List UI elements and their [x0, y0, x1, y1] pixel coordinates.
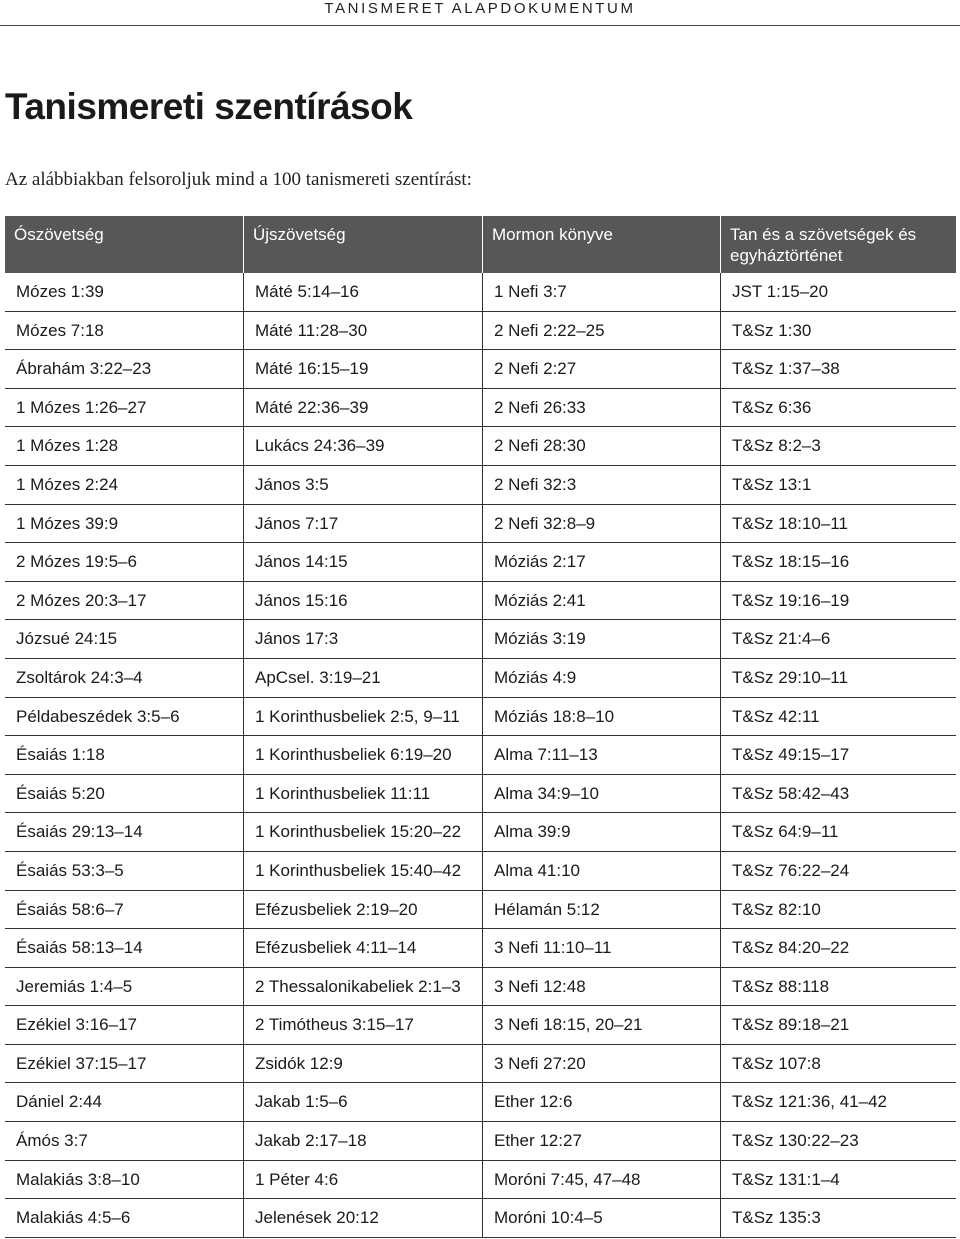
old-testament-cell: Dániel 2:44: [16, 1092, 103, 1112]
old-testament-cell: Mózes 1:39: [16, 282, 104, 301]
doctrine-covenants-cell: T&Sz 1:30: [720, 312, 956, 350]
old-testament-cell: 1 Mózes 1:26–27: [16, 397, 147, 417]
table-row: [5, 1083, 956, 1122]
table-row: [5, 620, 956, 659]
doctrine-covenants-cell: T&Sz 18:10–11: [720, 505, 956, 543]
old-testament-cell: Malakiás 4:5–6: [16, 1208, 131, 1228]
doctrine-covenants-cell: T&Sz 89:18–21: [720, 1006, 956, 1044]
doctrine-covenants-cell: T&Sz 84:20–22: [720, 929, 956, 967]
new-testament-cell: Jakab 1:5–6: [243, 1083, 482, 1121]
book-of-mormon-cell: Alma 34:9–10: [482, 775, 720, 813]
table-row: [5, 929, 956, 968]
book-of-mormon-cell: Móziás 2:41: [482, 582, 720, 620]
book-of-mormon-cell: Alma 7:11–13: [482, 736, 720, 774]
book-of-mormon-cell: Hélamán 5:12: [482, 891, 720, 929]
doctrine-covenants-cell: T&Sz 88:118: [720, 968, 956, 1006]
table-row: [5, 582, 956, 621]
new-testament-cell: János 3:5: [243, 466, 482, 504]
table-row: [5, 813, 956, 852]
old-testament-cell: Ámós 3:7: [16, 1131, 88, 1151]
new-testament-cell: Efézusbeliek 2:19–20: [243, 891, 482, 929]
doctrine-covenants-cell: T&Sz 135:3: [720, 1199, 956, 1237]
old-testament-cell: Példabeszédek 3:5–6: [16, 706, 180, 726]
old-testament-cell: Józsué 24:15: [16, 629, 118, 649]
doctrine-covenants-cell: T&Sz 130:22–23: [720, 1122, 956, 1160]
doctrine-covenants-cell: T&Sz 82:10: [720, 891, 956, 929]
old-testament-cell: 1 Mózes 2:24: [16, 474, 119, 494]
table-row: [5, 466, 956, 505]
scripture-table: [5, 216, 956, 1238]
old-testament-cell: Ezékiel 37:15–17: [16, 1053, 147, 1073]
new-testament-cell: Efézusbeliek 4:11–14: [243, 929, 482, 967]
table-row: [5, 273, 956, 312]
new-testament-cell: Jelenések 20:12: [243, 1199, 482, 1237]
book-of-mormon-cell: Móziás 3:19: [482, 620, 720, 658]
new-testament-cell: 1 Korinthusbeliek 15:40–42: [243, 852, 482, 890]
book-of-mormon-cell: Móziás 4:9: [482, 659, 720, 697]
doctrine-covenants-cell: T&Sz 131:1–4: [720, 1161, 956, 1199]
doctrine-covenants-cell: T&Sz 1:37–38: [720, 350, 956, 388]
new-testament-cell: János 17:3: [243, 620, 482, 658]
doctrine-covenants-cell: T&Sz 107:8: [720, 1045, 956, 1083]
book-of-mormon-cell: 3 Nefi 12:48: [482, 968, 720, 1006]
doctrine-covenants-cell: T&Sz 29:10–11: [720, 659, 956, 697]
new-testament-cell: 1 Korinthusbeliek 11:11: [243, 775, 482, 813]
book-of-mormon-cell: Ether 12:27: [482, 1122, 720, 1160]
table-row: [5, 1006, 956, 1045]
old-testament-cell: 1 Mózes 1:28: [16, 436, 119, 456]
doctrine-covenants-cell: T&Sz 18:15–16: [720, 543, 956, 581]
new-testament-cell: 1 Korinthusbeliek 6:19–20: [243, 736, 482, 774]
new-testament-cell: 1 Korinthusbeliek 15:20–22: [243, 813, 482, 851]
new-testament-cell: 1 Korinthusbeliek 2:5, 9–11: [243, 698, 482, 736]
old-testament-cell: Ésaiás 58:6–7: [16, 899, 124, 919]
table-body: [5, 273, 956, 1238]
doctrine-covenants-cell: T&Sz 6:36: [720, 389, 956, 427]
old-testament-cell: Ésaiás 29:13–14: [16, 822, 143, 842]
old-testament-cell: 2 Mózes 19:5–6: [16, 552, 137, 572]
table-row: [5, 659, 956, 698]
column-header-old-testament: Ószövetség: [14, 225, 104, 244]
page-intro: Az alábbiakban felsoroljuk mind a 100 tanismereti szentírást:: [5, 169, 472, 190]
book-of-mormon-cell: Alma 41:10: [482, 852, 720, 890]
book-of-mormon-cell: 2 Nefi 32:3: [482, 466, 720, 504]
table-row: [5, 968, 956, 1007]
new-testament-cell: 1 Péter 4:6: [243, 1161, 482, 1199]
table-row: [5, 427, 956, 466]
book-of-mormon-cell: Moróni 7:45, 47–48: [482, 1161, 720, 1199]
table-row: [5, 1045, 956, 1084]
table-row: [5, 852, 956, 891]
old-testament-cell: Zsoltárok 24:3–4: [16, 667, 143, 687]
old-testament-cell: Mózes 7:18: [16, 320, 104, 340]
table-row: [5, 1199, 956, 1238]
column-header-new-testament: Újszövetség: [243, 216, 482, 273]
doctrine-covenants-cell: T&Sz 19:16–19: [720, 582, 956, 620]
doctrine-covenants-cell: T&Sz 121:36, 41–42: [720, 1083, 956, 1121]
old-testament-cell: Ésaiás 1:18: [16, 745, 105, 765]
table-header-row: [5, 216, 956, 273]
old-testament-cell: Ésaiás 5:20: [16, 783, 105, 803]
book-of-mormon-cell: 1 Nefi 3:7: [482, 273, 720, 311]
book-of-mormon-cell: 2 Nefi 32:8–9: [482, 505, 720, 543]
table-row: [5, 312, 956, 351]
old-testament-cell: 1 Mózes 39:9: [16, 513, 119, 533]
old-testament-cell: Malakiás 3:8–10: [16, 1169, 140, 1189]
table-row: [5, 543, 956, 582]
old-testament-cell: Ésaiás 53:3–5: [16, 860, 124, 880]
table-row: [5, 736, 956, 775]
book-of-mormon-cell: Ether 12:6: [482, 1083, 720, 1121]
book-of-mormon-cell: 2 Nefi 28:30: [482, 427, 720, 465]
table-row: [5, 1122, 956, 1161]
book-of-mormon-cell: 3 Nefi 18:15, 20–21: [482, 1006, 720, 1044]
table-row: [5, 389, 956, 428]
table-row: [5, 505, 956, 544]
doctrine-covenants-cell: T&Sz 8:2–3: [720, 427, 956, 465]
new-testament-cell: János 7:17: [243, 505, 482, 543]
book-of-mormon-cell: Móziás 18:8–10: [482, 698, 720, 736]
book-of-mormon-cell: Moróni 10:4–5: [482, 1199, 720, 1237]
doctrine-covenants-cell: T&Sz 76:22–24: [720, 852, 956, 890]
column-header-book-of-mormon: Mormon könyve: [482, 216, 720, 273]
column-header-doctrine-and-covenants: Tan és a szövetségek és egyháztörténet: [720, 216, 956, 273]
old-testament-cell: Ábrahám 3:22–23: [16, 359, 152, 379]
book-of-mormon-cell: 2 Nefi 26:33: [482, 389, 720, 427]
doctrine-covenants-cell: JST 1:15–20: [720, 273, 956, 311]
page-title: Tanismereti szentírások: [5, 86, 413, 127]
doctrine-covenants-cell: T&Sz 13:1: [720, 466, 956, 504]
doctrine-covenants-cell: T&Sz 42:11: [720, 698, 956, 736]
book-of-mormon-cell: 2 Nefi 2:27: [482, 350, 720, 388]
new-testament-cell: Jakab 2:17–18: [243, 1122, 482, 1160]
running-header: TANISMERET ALAPDOKUMENTUM: [0, 0, 960, 26]
doctrine-covenants-cell: T&Sz 64:9–11: [720, 813, 956, 851]
new-testament-cell: János 15:16: [243, 582, 482, 620]
table-row: [5, 775, 956, 814]
table-row: [5, 891, 956, 930]
table-row: [5, 350, 956, 389]
new-testament-cell: 2 Timótheus 3:15–17: [243, 1006, 482, 1044]
new-testament-cell: 2 Thessalonikabeliek 2:1–3: [243, 968, 482, 1006]
table-row: [5, 698, 956, 737]
old-testament-cell: 2 Mózes 20:3–17: [16, 590, 147, 610]
book-of-mormon-cell: 3 Nefi 11:10–11: [482, 929, 720, 967]
new-testament-cell: Máté 5:14–16: [243, 273, 482, 311]
book-of-mormon-cell: Alma 39:9: [482, 813, 720, 851]
doctrine-covenants-cell: T&Sz 58:42–43: [720, 775, 956, 813]
new-testament-cell: Máté 11:28–30: [243, 312, 482, 350]
old-testament-cell: Jeremiás 1:4–5: [16, 976, 133, 996]
doctrine-covenants-cell: T&Sz 49:15–17: [720, 736, 956, 774]
doctrine-covenants-cell: T&Sz 21:4–6: [720, 620, 956, 658]
new-testament-cell: ApCsel. 3:19–21: [243, 659, 482, 697]
new-testament-cell: Máté 16:15–19: [243, 350, 482, 388]
new-testament-cell: János 14:15: [243, 543, 482, 581]
book-of-mormon-cell: 2 Nefi 2:22–25: [482, 312, 720, 350]
new-testament-cell: Máté 22:36–39: [243, 389, 482, 427]
new-testament-cell: Zsidók 12:9: [243, 1045, 482, 1083]
book-of-mormon-cell: 3 Nefi 27:20: [482, 1045, 720, 1083]
table-row: [5, 1161, 956, 1200]
old-testament-cell: Ésaiás 58:13–14: [16, 938, 143, 958]
book-of-mormon-cell: Móziás 2:17: [482, 543, 720, 581]
old-testament-cell: Ezékiel 3:16–17: [16, 1015, 137, 1035]
new-testament-cell: Lukács 24:36–39: [243, 427, 482, 465]
